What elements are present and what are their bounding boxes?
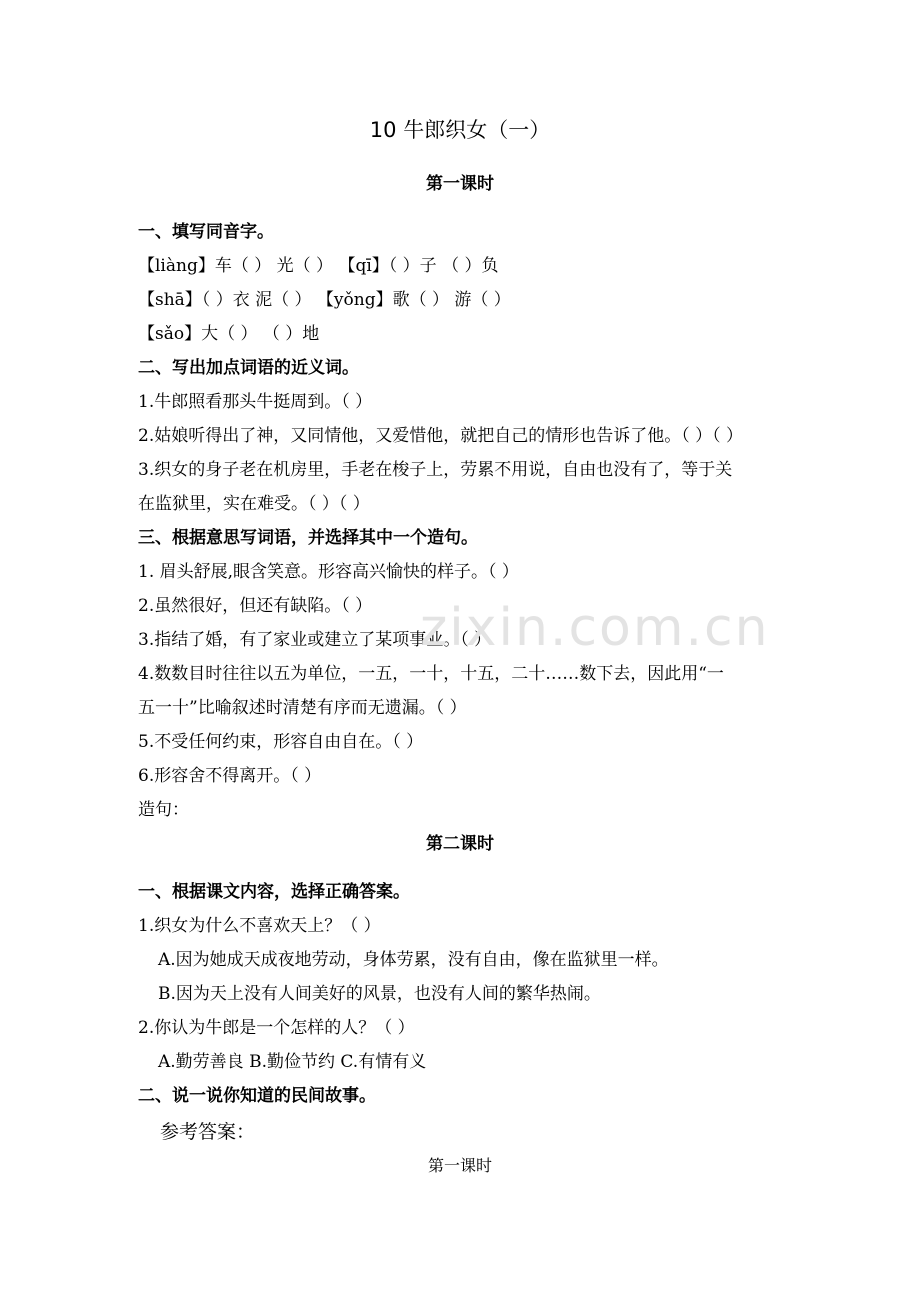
- choice-question-2: 2.你认为牛郎是一个怎样的人？（ ）: [138, 1018, 415, 1038]
- answers-lesson1-heading: 第一课时: [427, 1156, 492, 1175]
- word-meaning-4-cont: 五一十”比喻叙述时清楚有序而无遗漏。（ ）: [138, 698, 467, 718]
- homophone-line-3: 【sǎo】大（ ） （ ）地: [138, 324, 320, 344]
- lesson1-heading: 第一课时: [426, 174, 494, 194]
- lesson1-section1-heading: 一、填写同音字。: [138, 222, 274, 242]
- word-meaning-6: 6.形容舍不得离开。（ ）: [138, 766, 322, 786]
- lesson2-section2-heading: 二、说一说你知道的民间故事。: [138, 1086, 376, 1106]
- word-meaning-2: 2.虽然很好，但还有缺陷。（ ）: [138, 596, 373, 616]
- synonym-question-3-cont: 在监狱里，实在难受。（ ）（ ）: [138, 494, 370, 514]
- synonym-question-2: 2.姑娘听得出了神，又同情他，又爱惜他，就把自己的情形也告诉了他。（ ）（ ）: [138, 426, 744, 446]
- homophone-line-1: 【liàng】车（ ） 光（ ） 【qī】（ ）子 （ ）负: [138, 256, 499, 276]
- word-meaning-5: 5.不受任何约束，形容自由自在。（ ）: [138, 732, 424, 752]
- lesson1-section3-heading: 三、根据意思写词语，并选择其中一个造句。: [138, 528, 478, 548]
- word-meaning-4: 4.数数目时往往以五为单位，一五，一十，十五，二十……数下去，因此用“一: [138, 664, 724, 684]
- lesson1-section2-heading: 二、写出加点词语的近义词。: [138, 358, 359, 378]
- word-meaning-3: 3.指结了婚，有了家业或建立了某项事业。（ ）: [138, 630, 492, 650]
- synonym-question-1: 1.牛郎照看那头牛挺周到。（ ）: [138, 392, 373, 412]
- lesson2-heading: 第二课时: [426, 834, 494, 854]
- sentence-making-label: 造句：: [138, 800, 189, 820]
- watermark-text: zixin.com.cn: [420, 598, 770, 658]
- choice-q1-option-b: B.因为天上没有人间美好的风景，也没有人间的繁华热闹。: [158, 984, 601, 1004]
- lesson2-section1-heading: 一、根据课文内容，选择正确答案。: [138, 882, 410, 902]
- choice-q2-options: A.勤劳善良 B.勤俭节约 C.有情有义: [158, 1052, 427, 1072]
- page-title: 10 牛郎织女（一）: [369, 118, 551, 142]
- word-meaning-1: 1. 眉头舒展,眼含笑意。形容高兴愉快的样子。（ ）: [138, 562, 519, 582]
- answers-heading: 参考答案：: [160, 1121, 256, 1143]
- homophone-line-2: 【shā】（ ）衣 泥（ ） 【yǒng】歌（ ） 游（ ）: [138, 290, 511, 310]
- choice-question-1: 1.织女为什么不喜欢天上？（ ）: [138, 916, 381, 936]
- choice-q1-option-a: A.因为她成天成夜地劳动，身体劳累，没有自由，像在监狱里一样。: [158, 950, 669, 970]
- synonym-question-3: 3.织女的身子老在机房里，手老在梭子上，劳累不用说，自由也没有了，等于关: [138, 460, 733, 480]
